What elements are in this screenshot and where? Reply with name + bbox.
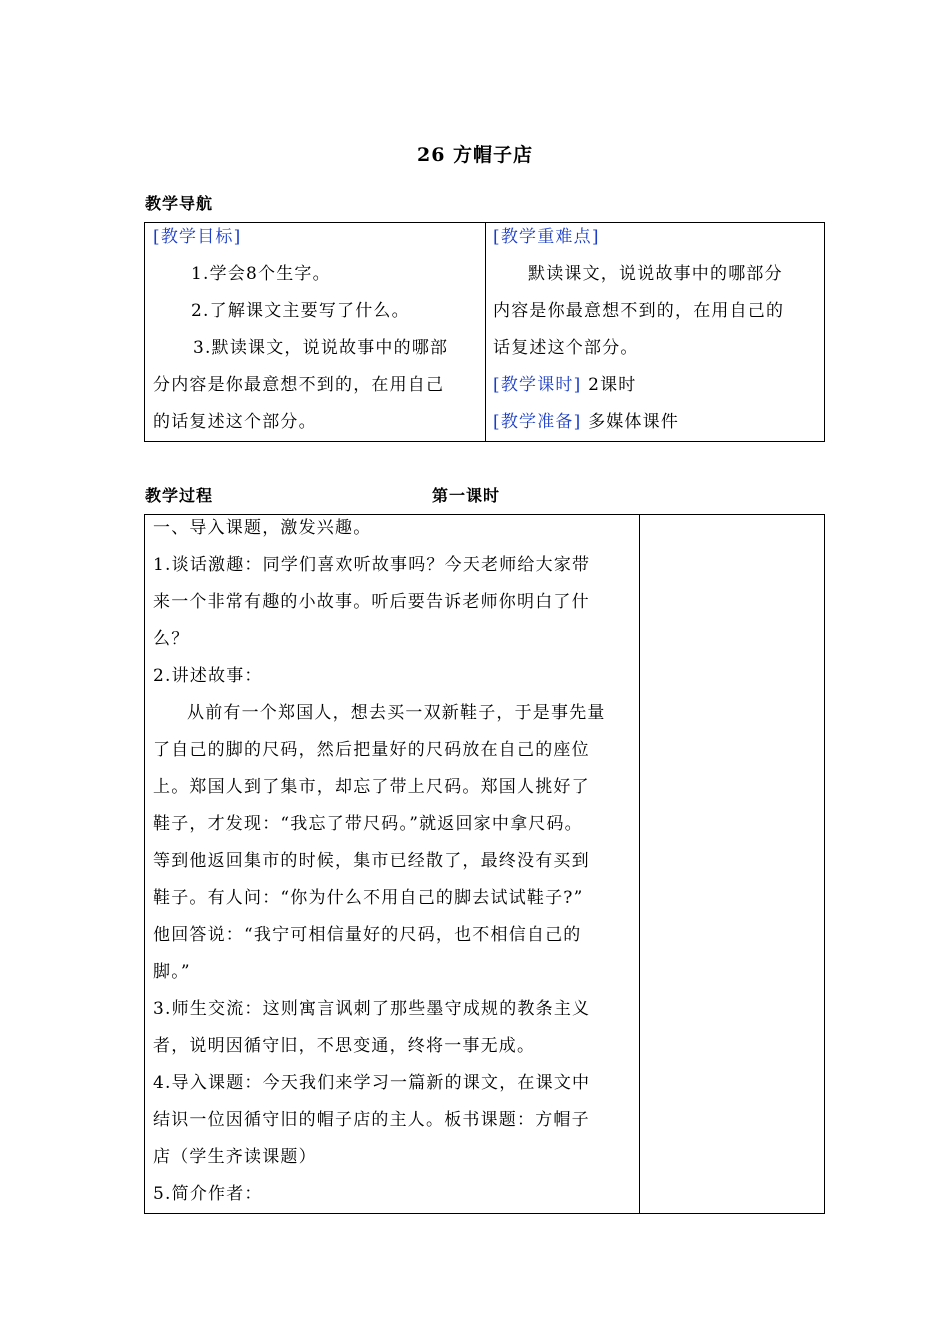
process-line: 3.师生交流：这则寓言讽刺了那些墨守成规的教条主义 xyxy=(153,999,591,1019)
process-section-label: 教学过程 xyxy=(145,486,214,505)
prep-label: [教学准备] xyxy=(493,412,582,432)
focus-line: 默读课文，说说故事中的哪部分 xyxy=(528,264,783,284)
prep-row xyxy=(493,404,679,441)
process-line: 了自己的脚的尺码，然后把量好的尺码放在自己的座位 xyxy=(153,740,590,760)
process-line: 他回答说：“我宁可相信量好的尺码，也不相信自己的 xyxy=(153,925,582,945)
process-line: 结识一位因循守旧的帽子店的主人。板书课题：方帽子 xyxy=(153,1110,590,1130)
process-line: 2.讲述故事： xyxy=(153,666,263,686)
process-line: 者，说明因循守旧，不思变通，终将一事无成。 xyxy=(153,1036,536,1056)
process-line: 5.简介作者： xyxy=(153,1184,263,1204)
focus-line: 内容是你最意想不到的，在用自己的 xyxy=(493,301,785,321)
goal-item: 1.学会8个生字。 xyxy=(191,264,331,284)
process-line: 1.谈话激趣：同学们喜欢听故事吗？今天老师给大家带 xyxy=(153,555,591,575)
goal-item: 3.默读课文，说说故事中的哪部 xyxy=(193,338,449,358)
focus-line: 话复述这个部分。 xyxy=(493,338,639,358)
process-line: 上。郑国人到了集市，却忘了带上尺码。郑国人挑好了 xyxy=(153,777,590,797)
notes-cell xyxy=(640,515,826,1213)
focus-heading: [教学重难点] xyxy=(493,227,600,247)
hours-label: [教学课时] xyxy=(493,375,582,395)
focus-cell xyxy=(486,223,826,441)
nav-table xyxy=(144,222,825,442)
process-line: 么？ xyxy=(153,629,190,649)
goal-item: 的话复述这个部分。 xyxy=(153,412,317,432)
process-line: 鞋子。有人问：“你为什么不用自己的脚去试试鞋子?” xyxy=(153,888,584,908)
process-line: 鞋子，才发现：“我忘了带尺码。”就返回家中拿尺码。 xyxy=(153,814,583,834)
process-line: 等到他返回集市的时候，集市已经散了，最终没有买到 xyxy=(153,851,590,871)
prep-value: 多媒体课件 xyxy=(581,412,680,432)
process-line: 从前有一个郑国人，想去买一双新鞋子，于是事先量 xyxy=(187,703,606,723)
process-line: 店（学生齐读课题） xyxy=(153,1147,317,1167)
nav-section-label: 教学导航 xyxy=(145,194,214,213)
goal-item: 分内容是你最意想不到的，在用自己 xyxy=(153,375,445,395)
hours-row xyxy=(493,367,637,404)
page-title: 26 方帽子店 xyxy=(416,144,534,166)
lesson-label: 第一课时 xyxy=(432,486,501,505)
process-line: 4.导入课题：今天我们来学习一篇新的课文，在课文中 xyxy=(153,1073,591,1093)
hours-value: 2课时 xyxy=(581,375,637,395)
goal-item: 2.了解课文主要写了什么。 xyxy=(191,301,410,321)
process-line: 一、导入课题，激发兴趣。 xyxy=(153,518,372,538)
goals-cell xyxy=(145,223,485,441)
process-line: 来一个非常有趣的小故事。听后要告诉老师你明白了什 xyxy=(153,592,590,612)
goals-heading: [教学目标] xyxy=(153,227,242,247)
process-table xyxy=(144,514,825,1214)
process-cell xyxy=(145,515,639,1213)
process-line: 脚。” xyxy=(153,962,191,982)
